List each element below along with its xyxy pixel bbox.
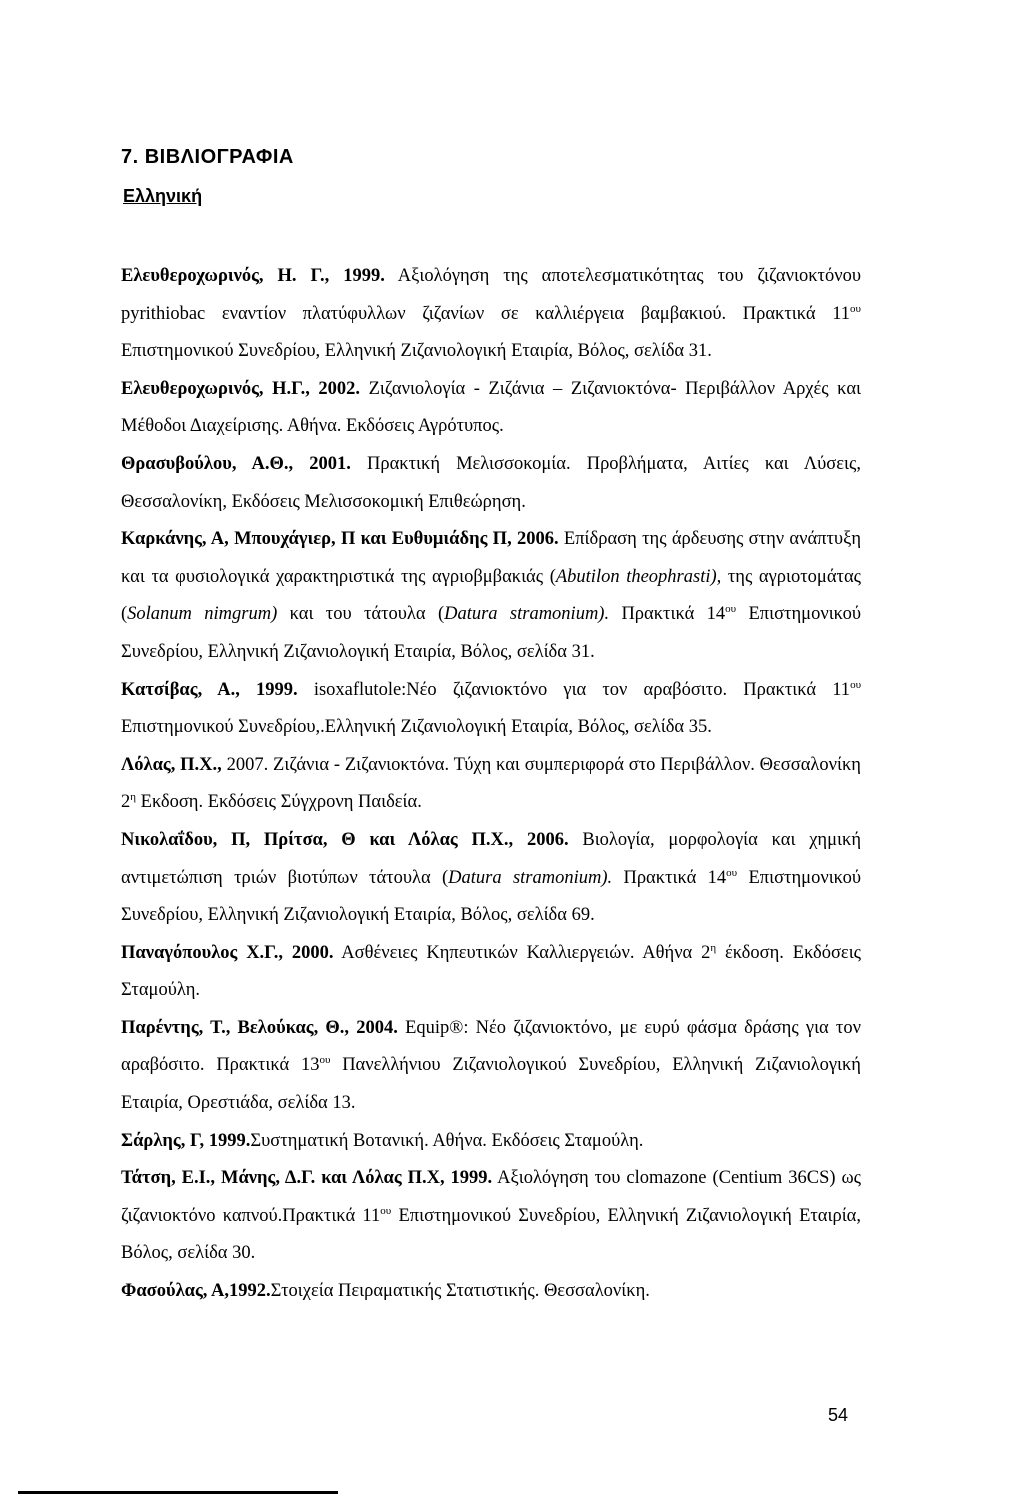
reference-entry <box>121 1273 861 1311</box>
reference-author: Ελευθεροχωρινός, Η.Γ., 2002. <box>121 378 361 399</box>
reference-author: Παρέντης, Τ., Βελούκας, Θ., 2004. <box>121 1017 398 1038</box>
reference-italic-text: Datura stramonium). <box>444 604 610 625</box>
ordinal-superscript: ου <box>319 1054 331 1067</box>
reference-text: isoxaflutole:Νέο ζιζανιοκτόνο για τον αραβόσιτο. Πρακτικά 11 <box>297 679 851 700</box>
ordinal-superscript: η <box>130 791 137 804</box>
ordinal-superscript: ου <box>380 1204 392 1217</box>
subheading-greek: Ελληνική <box>123 186 203 206</box>
reference-text: Επιστημονικού Συνεδρίου, Ελληνική Ζιζανιολογική Εταιρία, Βόλος, σελίδα 31. <box>121 341 712 362</box>
reference-text: Επίδραση της άρδευσης στην ανάπτυξη και τα φυσιολογικά χαρακτηριστικά της αγριοβμβακιάς ( <box>121 529 862 587</box>
reference-text: Εκδοση. Εκδόσεις Σύγχρονη Παιδεία. <box>136 792 422 813</box>
reference-text: Ασθένειες Κηπευτικών Καλλιεργειών. Αθήνα 2 <box>333 942 711 963</box>
reference-entry <box>121 672 861 747</box>
reference-italic-text: Datura stramonium). <box>448 867 613 888</box>
reference-author: Καρκάνης, Α, Μπουχάγιερ, Π και Ευθυμιάδης Π, 2006. <box>121 529 559 550</box>
reference-entry <box>121 747 861 822</box>
reference-entry <box>121 521 861 671</box>
reference-entry <box>121 1010 861 1123</box>
reference-text: Βιολογία, μορφολογία και χημική αντιμετώπιση τριών βιοτύπων τάτουλα ( <box>121 829 861 888</box>
reference-entry <box>121 935 861 1010</box>
ordinal-superscript: η <box>710 941 717 954</box>
reference-text: Ζιζανιολογία - Ζιζάνια – Ζιζανιοκτόνα- Περιβάλλον Αρχές και Μέθοδοι Διαχείρισης. Αθήνα. Εκδόσεις Αγρότυπος. <box>121 378 861 437</box>
reference-text: Στοιχεία Πειραματικής Στατιστικής. Θεσσαλονίκη. <box>270 1281 650 1302</box>
reference-text: Αξιολόγηση του clomazone (Centium 36CS) ως ζιζανιοκτόνο καπνού.Πρακτικά 11 <box>121 1168 861 1226</box>
reference-author: Φασούλας, Α,1992. <box>121 1281 271 1302</box>
reference-entry <box>121 258 861 371</box>
reference-text: Πανελλήνιου Ζιζανιολογικού Συνεδρίου, Ελληνική Ζιζανιολογική Εταιρία, Ορεστιάδα, σελίδα 13. <box>121 1055 861 1114</box>
reference-text: Πρακτική Μελισσοκομία. Προβλήματα, Αιτίες και Λύσεις, Θεσσαλονίκη, Εκδόσεις Μελισσοκομική Επιθεώρηση. <box>121 453 861 512</box>
ordinal-superscript: ου <box>725 603 737 616</box>
reference-text: 2007. Ζιζάνια - Ζιζανιοκτόνα. Τύχη και συμπεριφορά στο Περιβάλλον. Θεσσαλονίκη 2 <box>121 754 861 813</box>
reference-author: Θρασυβούλου, Α.Θ., 2001. <box>121 453 351 474</box>
reference-entry <box>121 1160 861 1273</box>
reference-author: Τάτση, Ε.Ι., Μάνης, Δ.Γ. και Λόλας Π.Χ, 1999. <box>121 1168 493 1189</box>
reference-text: της αγριοτομάτας ( <box>121 566 861 625</box>
reference-text: Πρακτικά 14 <box>609 604 726 625</box>
reference-text: έκδοση. Εκδόσεις Σταμούλη. <box>121 942 862 1001</box>
reference-text: και του τάτουλα ( <box>277 604 445 625</box>
section-heading: 7. ΒΙΒΛΙΟΓΡΑΦΙΑ <box>121 146 294 168</box>
reference-text: Επιστημονικού Συνεδρίου, Ελληνική Ζιζανιολογική Εταιρία, Βόλος, σελίδα 31. <box>121 604 861 662</box>
ordinal-superscript: ου <box>726 866 738 879</box>
reference-entry <box>121 1123 861 1161</box>
reference-author: Λόλας, Π.Χ., <box>121 754 222 775</box>
reference-author: Ελευθεροχωρινός, Η. Γ., 1999. <box>121 266 385 286</box>
reference-text: Πρακτικά 14 <box>612 867 727 888</box>
reference-entry <box>121 371 861 446</box>
reference-text: Equip®: Νέο ζιζανιοκτόνο, με ευρύ φάσμα δράσης για τον αραβόσιτο. Πρακτικά 13 <box>121 1017 861 1076</box>
ordinal-superscript: ου <box>850 302 861 315</box>
reference-text: Συστηματική Βοτανική. Αθήνα. Εκδόσεις Σταμούλη. <box>250 1130 644 1151</box>
ordinal-superscript: ου <box>850 678 862 691</box>
reference-italic-text: Solanum nimgrum) <box>127 604 278 625</box>
reference-author: Σάρλης, Γ, 1999. <box>121 1130 251 1151</box>
reference-author: Κατσίβας, Α., 1999. <box>121 679 298 700</box>
reference-italic-text: Abutilon theophrasti), <box>555 566 722 587</box>
reference-entry <box>121 822 861 935</box>
reference-text: Επιστημονικού Συνεδρίου, Ελληνική Ζιζανιολογική Εταιρία, Βόλος, σελίδα 69. <box>121 867 861 926</box>
reference-text: Επιστημονικού Συνεδρίου, Ελληνική Ζιζανιολογική Εταιρία, Βόλος, σελίδα 30. <box>121 1205 862 1264</box>
reference-author: Νικολαΐδου, Π, Πρίτσα, Θ και Λόλας Π.Χ., 2006. <box>121 829 569 850</box>
page-number: 54 <box>828 1405 849 1425</box>
scan-edge-mark <box>18 1491 338 1494</box>
reference-list <box>121 258 861 1311</box>
reference-author: Παναγόπουλος Χ.Γ., 2000. <box>121 942 334 963</box>
reference-text: Αξιολόγηση της αποτελεσματικότητας του ζιζανιοκτόνου pyrithiobac εναντίον πλατύφυλλων ζιζανίων σε καλλιέργεια βαμβακιού. Πρακτικά 11 <box>121 266 861 324</box>
reference-entry <box>121 446 861 521</box>
reference-text: Επιστημονικού Συνεδρίου,.Ελληνική Ζιζανιολογική Εταιρία, Βόλος, σελίδα 35. <box>121 717 712 738</box>
